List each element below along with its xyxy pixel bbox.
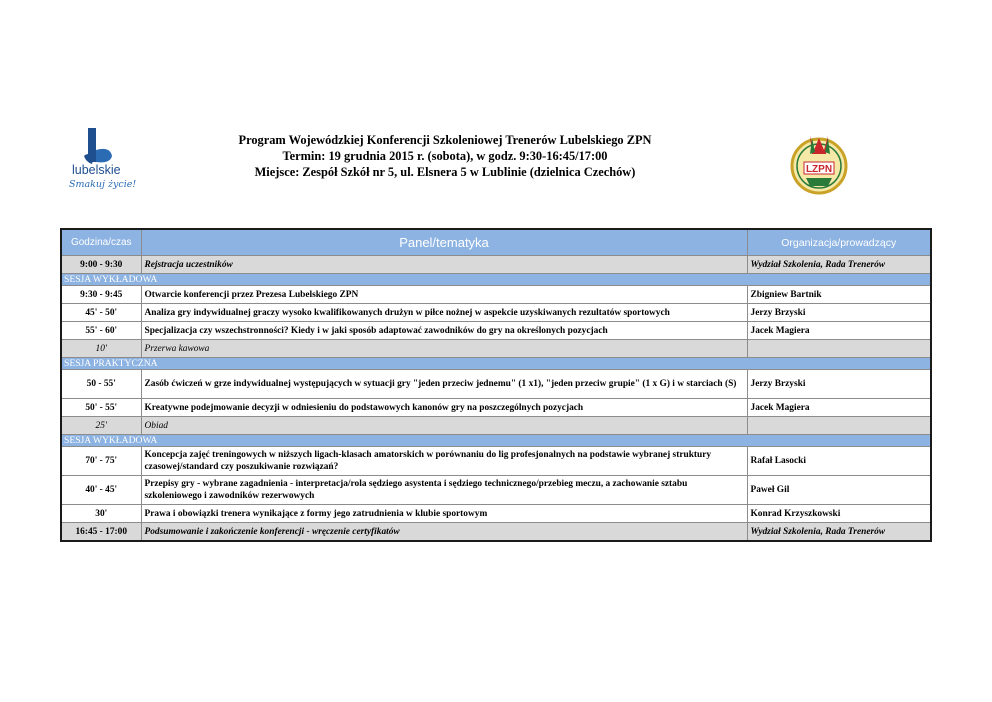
header-time: Godzina/czas	[61, 229, 141, 256]
row-time: 50' - 55'	[61, 399, 141, 417]
table-row	[61, 286, 931, 304]
table-header-row	[61, 229, 931, 256]
row-topic: Koncepcja zajęć treningowych w niższych ligach-klasach amatorskich w porównaniu do lig profesjonalnych na podstawie wybranej struktury czasowej/standard czy poszukiwanie rozwiązań?	[141, 447, 747, 476]
row-org: Konrad Krzyszkowski	[747, 505, 931, 523]
lubelskie-logo	[66, 126, 138, 192]
session-label: SESJA PRAKTYCZNA	[61, 358, 931, 370]
table-row	[61, 399, 931, 417]
table-row	[61, 370, 931, 399]
row-org: Zbigniew Bartnik	[747, 286, 931, 304]
row-org: Paweł Gil	[747, 476, 931, 505]
row-org: Jerzy Brzyski	[747, 370, 931, 399]
lzpn-crest-logo	[788, 130, 850, 198]
document-header	[200, 132, 690, 180]
table-row	[61, 322, 931, 340]
svg-text:LZPN: LZPN	[805, 164, 833, 175]
table-row	[61, 505, 931, 523]
row-topic: Specjalizacja czy wszechstronności? Kiedy i w jaki sposób adaptować zawodników do gry na określonych pozycjach	[141, 322, 747, 340]
schedule-table	[60, 228, 932, 542]
break-row	[61, 417, 931, 435]
row-time: 16:45 - 17:00	[61, 523, 141, 542]
table-row	[61, 523, 931, 542]
header-topic: Panel/tematyka	[141, 229, 747, 256]
row-time: 10'	[61, 340, 141, 358]
break-row	[61, 340, 931, 358]
header-title: Program Wojewódzkiej Konferencji Szkoleniowej Trenerów Lubelskiego ZPN	[238, 133, 652, 147]
row-org	[747, 417, 931, 435]
row-time: 55' - 60'	[61, 322, 141, 340]
session-row	[61, 435, 931, 447]
row-topic: Analiza gry indywidualnej graczy wysoko kwalifikowanych drużyn w piłce nożnej w aspekcie uzyskiwanych rezultatów sportowych	[141, 304, 747, 322]
table-row	[61, 476, 931, 505]
table-row	[61, 447, 931, 476]
row-org: Rafał Lasocki	[747, 447, 931, 476]
row-org: Wydział Szkolenia, Rada Trenerów	[747, 523, 931, 542]
header-date: Termin: 19 grudnia 2015 r. (sobota), w godz. 9:30-16:45/17:00	[282, 149, 608, 163]
row-time: 9:00 - 9:30	[61, 256, 141, 274]
session-row	[61, 274, 931, 286]
row-topic: Rejstracja uczestników	[141, 256, 747, 274]
session-label: SESJA WYKŁADOWA	[61, 435, 931, 447]
row-topic: Otwarcie konferencji przez Prezesa Lubelskiego ZPN	[141, 286, 747, 304]
session-row	[61, 358, 931, 370]
row-org: Jacek Magiera	[747, 399, 931, 417]
row-org	[747, 340, 931, 358]
row-topic: Kreatywne podejmowanie decyzji w odniesieniu do podstawowych kanonów gry na poszczególnych pozycjach	[141, 399, 747, 417]
row-time: 45' - 50'	[61, 304, 141, 322]
row-topic: Przerwa kawowa	[141, 340, 747, 358]
table-row	[61, 304, 931, 322]
row-time: 70' - 75'	[61, 447, 141, 476]
session-label: SESJA WYKŁADOWA	[61, 274, 931, 286]
row-topic: Przepisy gry - wybrane zagadnienia - interpretacja/rola sędziego asystenta i sędziego technicznego/przebieg meczu, a zachowanie sztabu szkoleniowego i zawodników rezerwowych	[141, 476, 747, 505]
row-topic: Zasób ćwiczeń w grze indywidualnej występujących w sytuacji gry "jeden przeciw jednemu" (1 x1), "jeden przeciw grupie" (1 x G) i w starciach (S)	[141, 370, 747, 399]
header-org: Organizacja/prowadzący	[747, 229, 931, 256]
row-time: 50 - 55'	[61, 370, 141, 399]
row-org: Jacek Magiera	[747, 322, 931, 340]
svg-text:lubelskie: lubelskie	[72, 163, 121, 177]
row-time: 9:30 - 9:45	[61, 286, 141, 304]
row-org: Jerzy Brzyski	[747, 304, 931, 322]
row-topic: Podsumowanie i zakończenie konferencji - wręczenie certyfikatów	[141, 523, 747, 542]
table-row	[61, 256, 931, 274]
svg-text:Smakuj życie!: Smakuj życie!	[69, 179, 137, 190]
row-topic: Prawa i obowiązki trenera wynikające z formy jego zatrudnienia w klubie sportowym	[141, 505, 747, 523]
row-time: 25'	[61, 417, 141, 435]
row-org: Wydział Szkolenia, Rada Trenerów	[747, 256, 931, 274]
row-time: 40' - 45'	[61, 476, 141, 505]
row-time: 30'	[61, 505, 141, 523]
row-topic: Obiad	[141, 417, 747, 435]
header-venue: Miejsce: Zespół Szkół nr 5, ul. Elsnera 5 w Lublinie (dzielnica Czechów)	[254, 165, 636, 179]
